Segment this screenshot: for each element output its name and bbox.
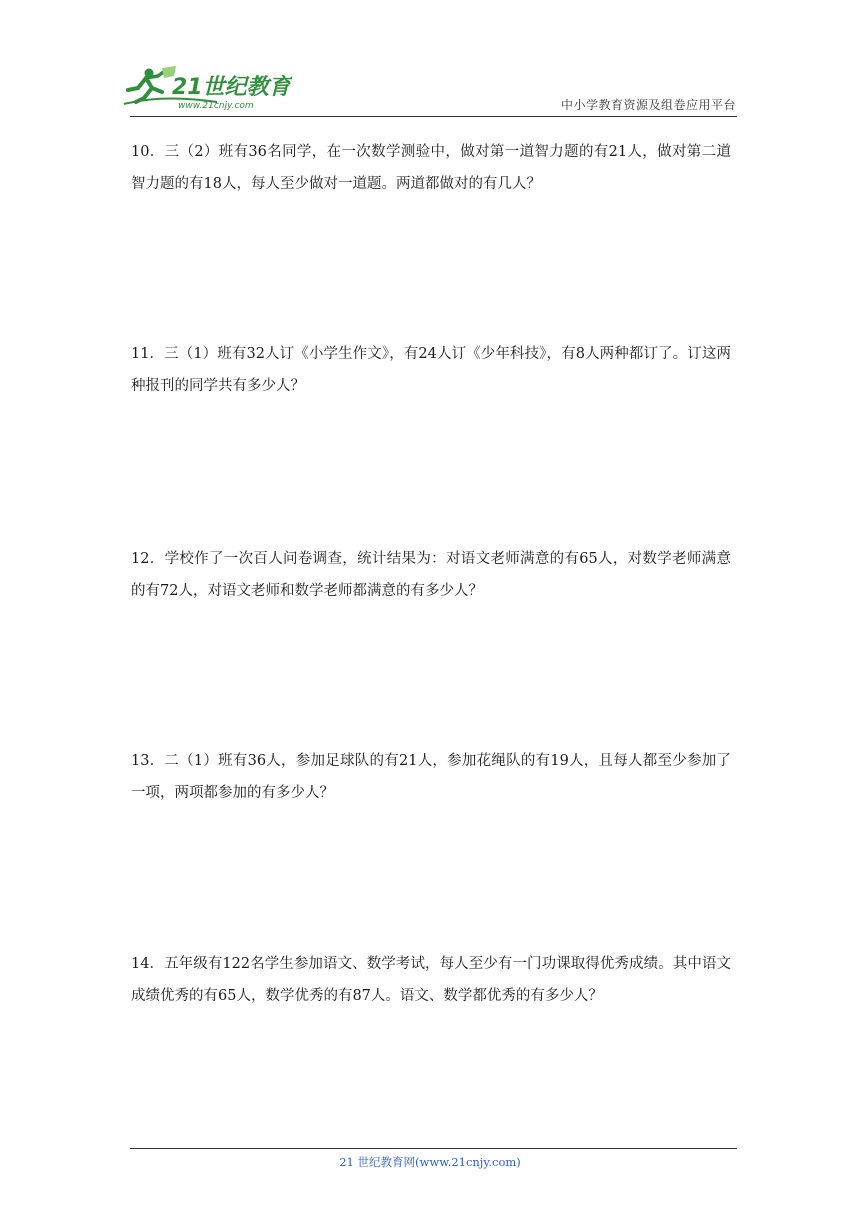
- footer-text: 21 世纪教育网(www.21cnjy.com): [339, 1155, 521, 1169]
- question-10: 10．三（2）班有36名同学，在一次数学测验中，做对第一道智力题的有21人，做对第二道智力题的有18人，每人至少做对一道题。两道都做对的有几人？: [131, 144, 731, 192]
- page-header: [0, 0, 860, 120]
- footer-divider: [130, 1148, 737, 1149]
- logo-21cnjy: [122, 64, 292, 114]
- question-14: 14．五年级有122名学生参加语文、数学考试，每人至少有一门功课取得优秀成绩。其中语文成绩优秀的有65人，数学优秀的有87人。语文、数学都优秀的有多少人？: [131, 956, 731, 1004]
- question-11: 11．三（1）班有32人订《小学生作文》，有24人订《少年科技》，有8人两种都订了。订这两种报刊的同学共有多少人？: [131, 346, 731, 394]
- svg-text:www.21cnjy.com: www.21cnjy.com: [178, 101, 254, 111]
- question-12: 12．学校作了一次百人问卷调查，统计结果为：对语文老师满意的有65人，对数学老师满意的有72人，对语文老师和数学老师都满意的有多少人？: [131, 551, 731, 599]
- header-divider: [130, 116, 737, 117]
- svg-text:21世纪教育: 21世纪教育: [172, 75, 291, 100]
- header-tagline: 中小学教育资源及组卷应用平台: [560, 98, 736, 112]
- question-13: 13．二（1）班有36人，参加足球队的有21人，参加花绳队的有19人，且每人都至少参加了一项，两项都参加的有多少人？: [131, 753, 731, 801]
